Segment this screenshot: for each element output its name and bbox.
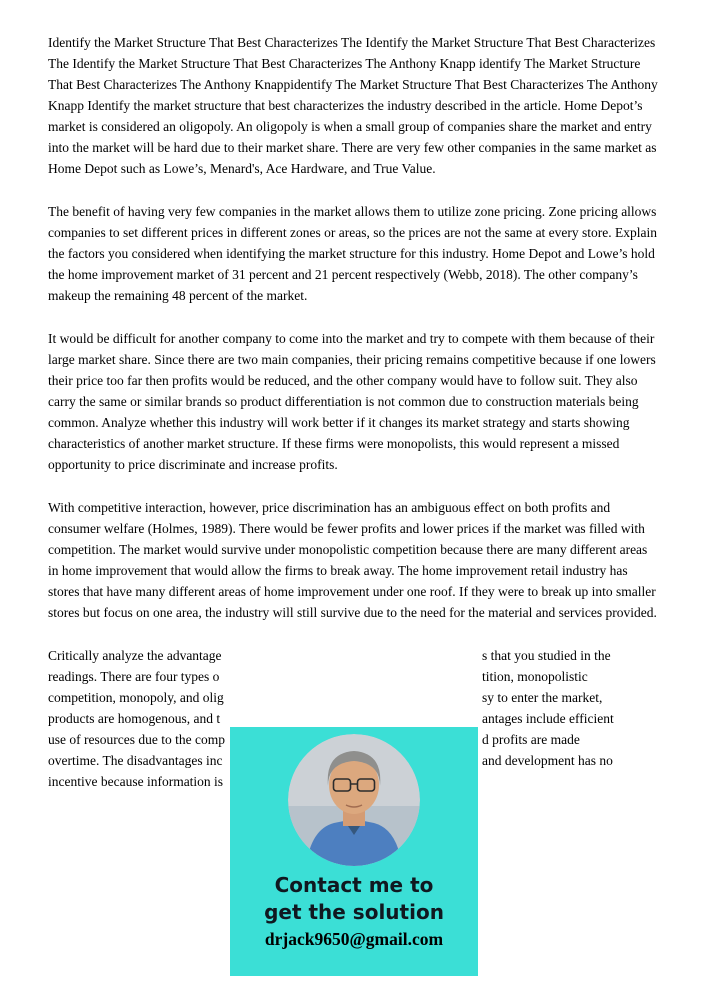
obscured-line <box>48 645 661 666</box>
line-left-fragment: overtime. The disadvantages inc <box>48 753 223 768</box>
line-right-fragment: antages include efficient <box>482 711 614 726</box>
essay-text <box>48 32 661 792</box>
paragraph-2: The benefit of having very few companies in the market allows them to utilize zone pricing. Zone pricing allows companies to set different prices in different zones or areas, so the prices are not the same at every store. Explain the factors you considered when identifying the market structure for this industry. Home Depot and Lowe’s hold the home improvement market of 31 percent and 21 percent respectively (Webb, 2018). The other company’s makeup the remaining 48 percent of the market. <box>48 204 658 303</box>
line-left-fragment: use of resources due to the comp <box>48 732 225 747</box>
line-right-fragment: tition, monopolistic <box>482 669 588 684</box>
obscured-line <box>48 708 661 729</box>
paragraph-1: Identify the Market Structure That Best Characterizes The Identify the Market Structure That Best Characterizes The Identify the Market Structure That Best Characterizes The Anthony Knapp identify The Market Structure That Best Characterizes The Anthony Knappidentify The Market Structure That Best Characterizes The Anthony Knapp Identify the market structure that best characterizes the industry described in the article. Home Depot’s market is considered an oligopoly. An oligopoly is when a small group of companies share the market and entry into the market will be hard due to their market share. There are very few other companies in the same market as Home Depot such as Lowe’s, Menard's, Ace Hardware, and True Value. <box>48 35 658 176</box>
line-left-fragment: incentive because information is <box>48 774 224 789</box>
line-left-fragment: competition, monopoly, and olig <box>48 690 224 705</box>
line-right-fragment: d profits are made <box>482 732 580 747</box>
line-right-fragment: and development has no <box>482 753 613 768</box>
line-right-fragment: sy to enter the market, <box>482 690 603 705</box>
contact-email: drjack9650@gmail.com <box>264 929 444 949</box>
paragraph-4: With competitive interaction, however, price discrimination has an ambiguous effect on both profits and consumer welfare (Holmes, 1989). There would be fewer profits and lower prices if the market was filled with competition. The market would survive under monopolistic competition because there are many different areas in home improvement that would allow the firms to break away. The home improvement retail industry has stores that have many different areas of home improvement under one roof. If they were to break up into smaller stores but focus on one area, the industry will still survive due to the need for the material and services provided. <box>48 500 657 620</box>
line-left-fragment: readings. There are four types o <box>48 669 220 684</box>
line-right-fragment: s that you studied in the <box>482 648 611 663</box>
obscured-line <box>48 687 661 708</box>
contact-message-line2: get the solution <box>264 900 444 924</box>
contact-message-line1: Contact me to <box>274 873 434 897</box>
obscured-line <box>48 666 661 687</box>
line-left-fragment: products are homogenous, and t <box>48 711 221 726</box>
tutor-portrait-illustration <box>288 734 420 866</box>
paragraph-3: It would be difficult for another company to come into the market and try to compete with them because of their large market share. Since there are two main companies, their pricing remains competitive because if one lowers their price too far then profits would be reduced, and the other company would have to follow suit. They also carry the same or similar brands so product differentiation is not common due to construction materials being common. Analyze whether this industry will work better if it changes its market strategy and starts showing characteristics of another market structure. If these firms were monopolists, this would represent a missed opportunity to price discriminate and increase profits. <box>48 331 656 472</box>
contact-overlay <box>230 727 478 976</box>
contact-message <box>230 872 478 926</box>
line-left-fragment: Critically analyze the advantage <box>48 648 222 663</box>
tutor-photo <box>288 734 420 866</box>
